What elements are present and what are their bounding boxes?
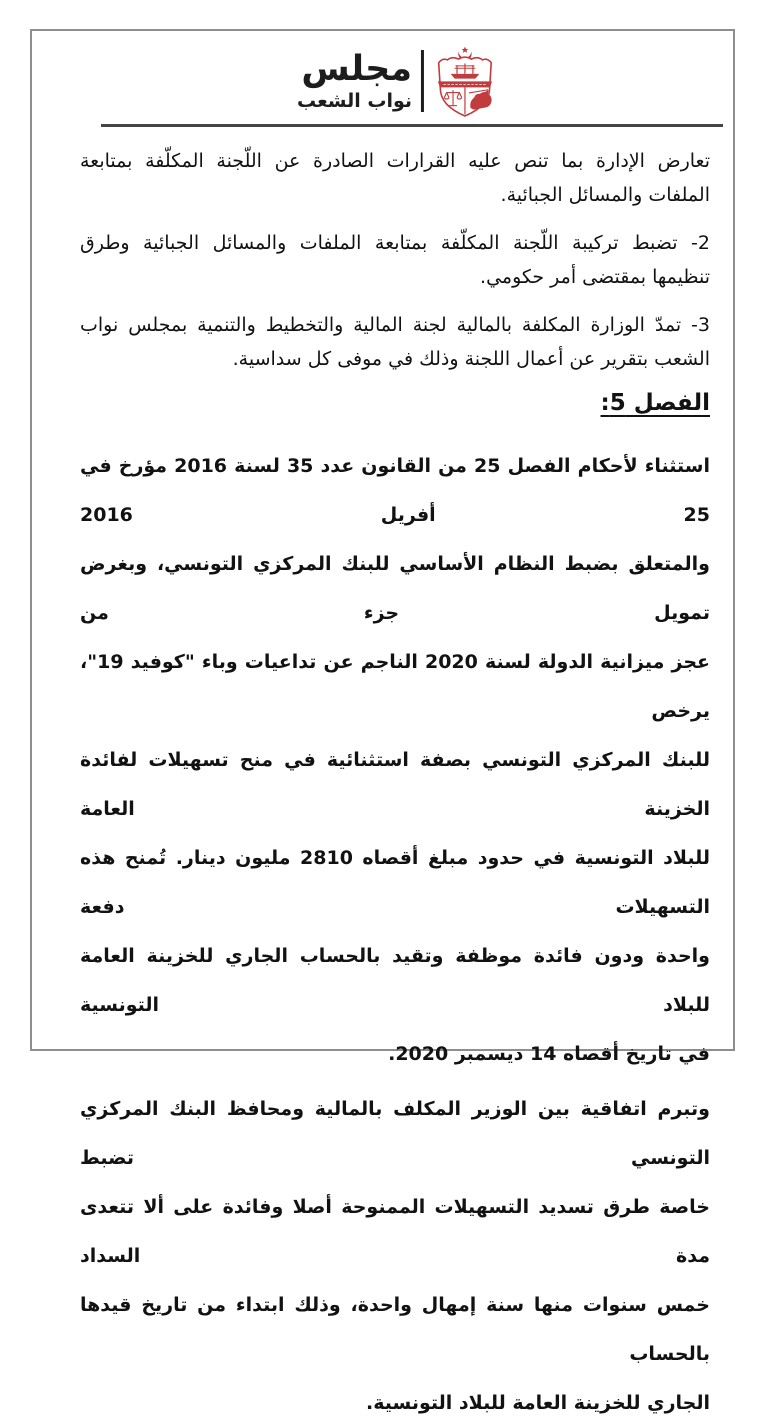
text-line: استثناء لأحكام الفصل 25 من القانون عدد 35 لسنة 2016 مؤرخ في 25 أفريل 2016 [80, 455, 710, 526]
text-line: في تاريخ أقصاه 14 ديسمبر 2020. [388, 1043, 710, 1065]
text-line: واحدة ودون فائدة موظفة وتقيد بالحساب الجاري للخزينة العامة للبلاد التونسية [80, 945, 710, 1016]
intro-section [80, 144, 710, 390]
text-line: للبنك المركزي التونسي بصفة استثنائية في منح تسهيلات لفائدة الخزينة العامة [80, 749, 710, 820]
tunisia-coat-of-arms-icon [433, 42, 497, 120]
paragraph [80, 226, 710, 294]
text-line: تنظيمها بمقتضى أمر حكومي. [480, 266, 710, 288]
text-line: خاصة طرق تسديد التسهيلات الممنوحة أصلا وفائدة على ألا تتعدى مدة السداد [80, 1196, 710, 1267]
text-line: الملفات والمسائل الجبائية. [500, 184, 710, 206]
parliament-logo [297, 42, 497, 120]
logo-subtitle: نواب الشعب [296, 89, 413, 112]
header-rule [101, 124, 723, 127]
text-line: خمس سنوات منها سنة إمهال واحدة، وذلك ابتداء من تاريخ قيدها بالحساب [80, 1294, 710, 1365]
logo-divider-bar [421, 50, 424, 112]
article-5-heading: الفصل 5: [600, 390, 710, 416]
paragraph [80, 442, 710, 1079]
text-line: والمتعلق بضبط النظام الأساسي للبنك المركزي التونسي، وبغرض تمويل جزء من [80, 553, 710, 624]
paragraph [80, 1085, 710, 1428]
text-line: للبلاد التونسية في حدود مبلغ أقصاه 2810 مليون دينار. تُمنح هذه التسهيلات دفعة [80, 847, 710, 918]
text-line: 2- تضبط تركيبة اللّجنة المكلّفة بمتابعة الملفات والمسائل الجبائية وطرق [80, 232, 710, 254]
paragraph [80, 144, 710, 212]
text-line: عجز ميزانية الدولة لسنة 2020 الناجم عن تداعيات وباء "كوفيد 19"، يرخص [80, 651, 710, 722]
text-line: 3- تمدّ الوزارة المكلفة بالمالية لجنة المالية والتخطيط والتنمية بمجلس نواب [80, 314, 710, 336]
article-5-section [80, 442, 710, 1428]
text-line: وتبرم اتفاقية بين الوزير المكلف بالمالية ومحافظ البنك المركزي التونسي تضبط [80, 1098, 710, 1169]
text-line: تعارض الإدارة بما تنص عليه القرارات الصادرة عن اللّجنة المكلّفة بمتابعة [80, 150, 710, 172]
paragraph [80, 308, 710, 376]
logo-text [296, 48, 413, 112]
logo-title: مجلس [301, 48, 413, 89]
text-line: الشعب بتقرير عن أعمال اللجنة وذلك في موفى كل سداسية. [232, 348, 710, 370]
text-line: الجاري للخزينة العامة للبلاد التونسية. [366, 1392, 710, 1414]
